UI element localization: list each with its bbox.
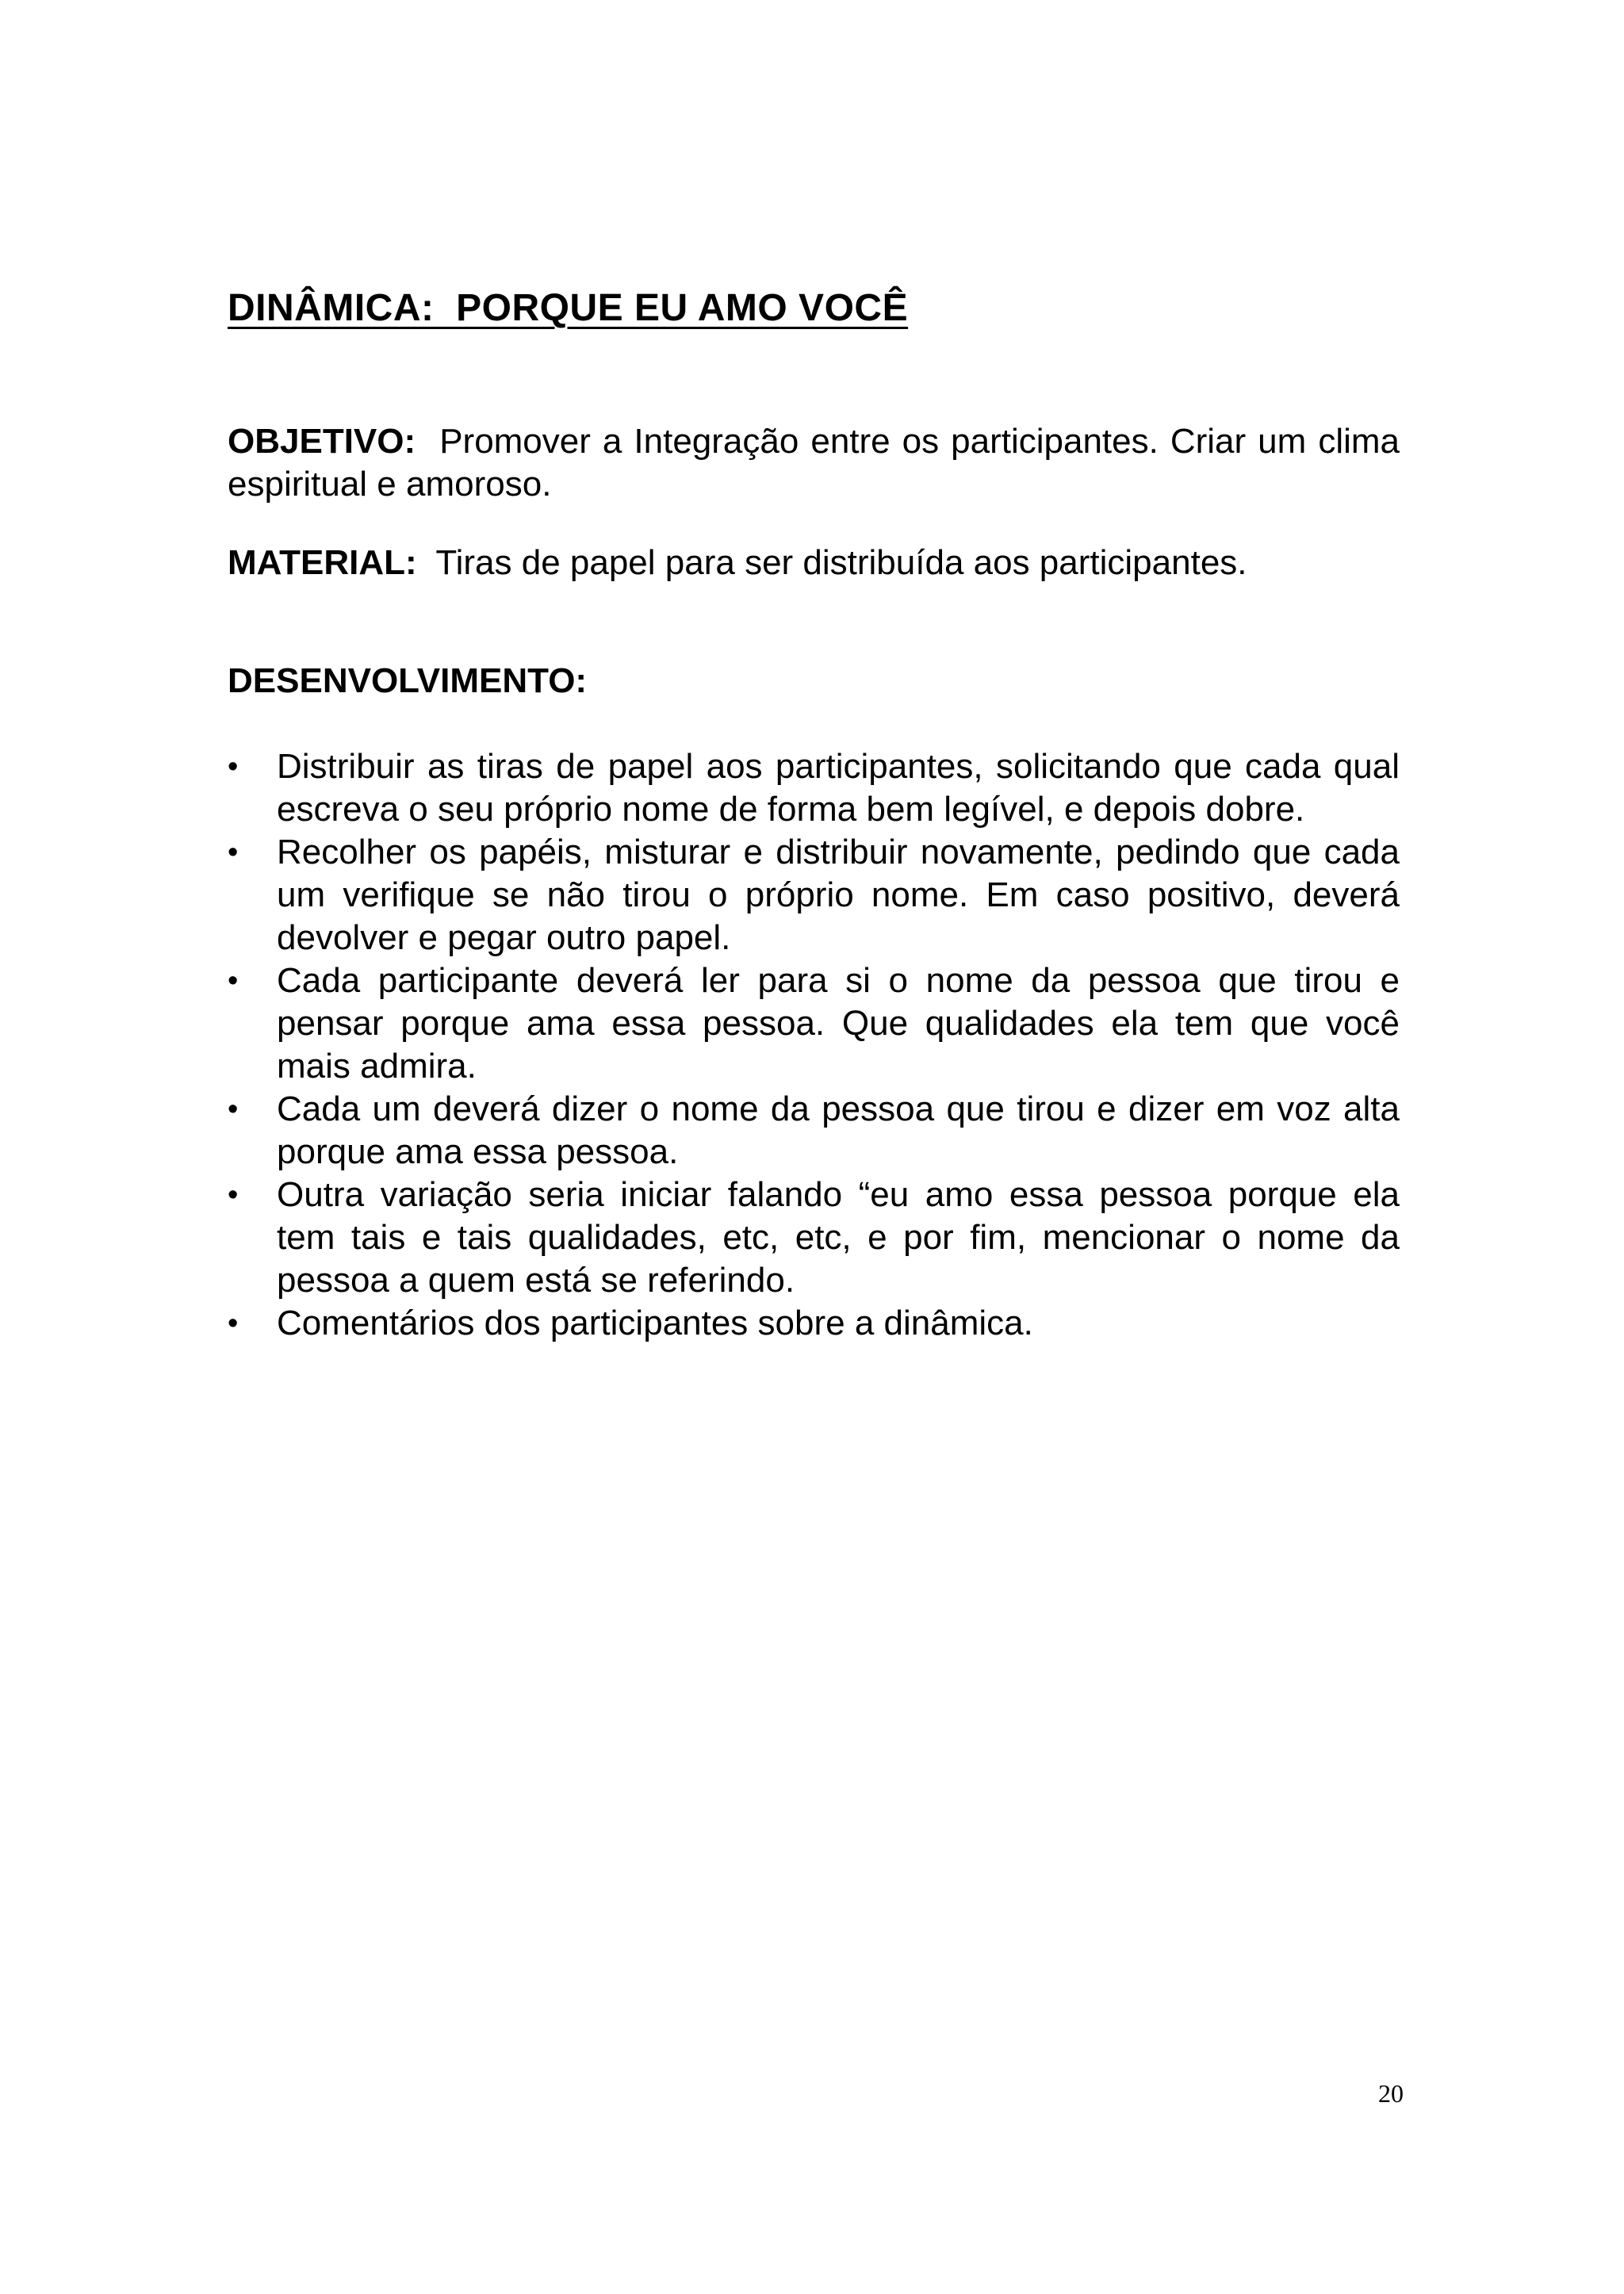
material-text: Tiras de papel para ser distribuída aos participantes.	[435, 543, 1247, 582]
list-item	[228, 831, 1400, 959]
list-item	[228, 745, 1400, 831]
bullet-icon: •	[228, 750, 239, 783]
material-paragraph	[228, 542, 1400, 584]
list-item-text: Recolher os papéis, misturar e distribuir novamente, pedindo que cada um verifique se não tirou o próprio nome. Em caso positivo, deverá devolver e pegar outro papel.	[277, 833, 1400, 957]
desenvolvimento-heading: DESENVOLVIMENTO:	[228, 661, 588, 700]
objetivo-label: OBJETIVO:	[228, 422, 416, 461]
bullet-icon: •	[228, 1093, 239, 1126]
bullet-icon: •	[228, 836, 239, 869]
material-label: MATERIAL:	[228, 543, 417, 582]
list-item	[228, 1174, 1400, 1302]
list-item-text: Cada participante deverá ler para si o nome da pessoa que tirou e pensar porque ama essa pessoa. Que qualidades ela tem que você mais admira.	[277, 961, 1400, 1086]
objetivo-paragraph	[228, 420, 1400, 506]
list-item-text: Outra variação seria iniciar falando “eu amo essa pessoa porque ela tem tais e tais qualidades, etc, etc, e por fim, mencionar o nome da pessoa a quem está se referindo.	[277, 1175, 1400, 1300]
list-item-text: Distribuir as tiras de papel aos participantes, solicitando que cada qual escreva o seu próprio nome de forma bem legível, e depois dobre.	[277, 747, 1400, 829]
list-item-text: Cada um deverá dizer o nome da pessoa que tirou e dizer em voz alta porque ama essa pessoa.	[277, 1090, 1400, 1171]
bullet-icon: •	[228, 964, 239, 998]
objetivo-text: Promover a Integração entre os participantes. Criar um clima espiritual e amoroso.	[228, 422, 1400, 504]
list-item	[228, 1302, 1400, 1345]
page-title: DINÂMICA: PORQUE EU AMO VOCÊ	[228, 287, 909, 329]
page-number: 20	[1378, 2079, 1404, 2108]
list-item	[228, 959, 1400, 1088]
bullet-icon: •	[228, 1307, 239, 1340]
list-item-text: Comentários dos participantes sobre a dinâmica.	[277, 1304, 1033, 1342]
bullet-icon: •	[228, 1178, 239, 1212]
desenvolvimento-list	[228, 745, 1400, 1345]
list-item	[228, 1088, 1400, 1174]
